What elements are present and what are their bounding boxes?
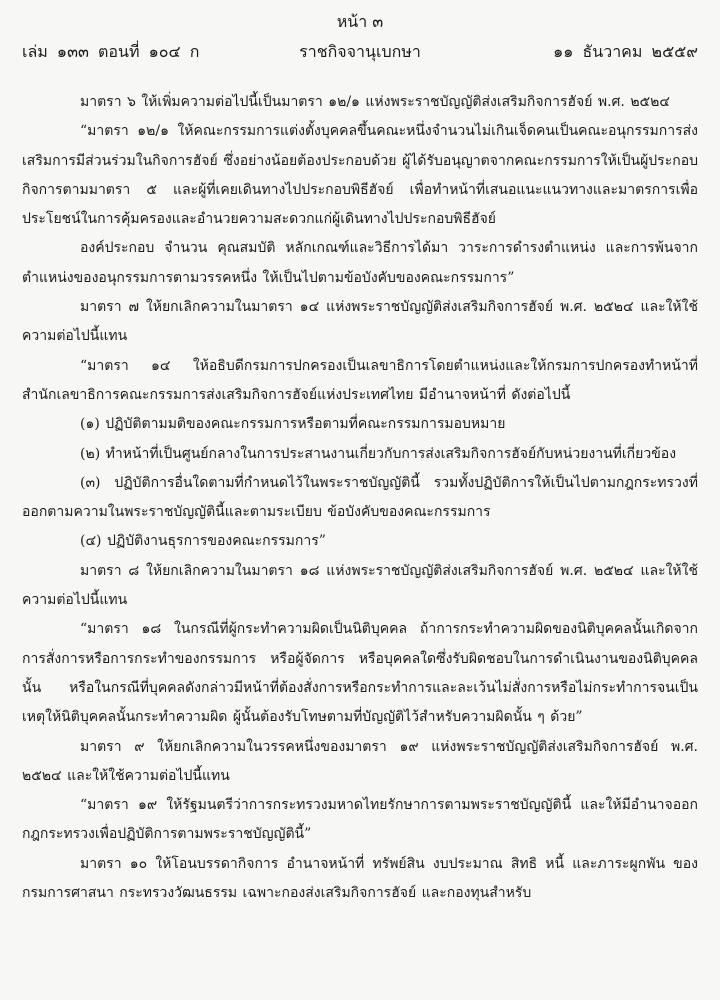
paragraph-section-12-1-second: องค์ประกอบ จำนวน คุณสมบัติ หลักเกณฑ์และวิธีการได้มา วาระการดำรงตำแหน่ง และการพ้นจากตำแหน่งของอนุกรรมการตามวรรคหนึ่ง ให้เป็นไปตามข้อบังคับของคณะกรรมการ” (22, 240, 698, 286)
paragraph-section-10: มาตรา ๑๐ ให้โอนบรรดากิจการ อำนาจหน้าที่ ทรัพย์สิน งบประมาณ สิทธิ หนี้ และภาระผูกพัน ของกรมการศาสนา กระทรวงวัฒนธรรม เฉพาะกองส่งเสริมกิจการฮัจย์ และกองทุนสำหรับ (22, 855, 699, 902)
paragraph-section-14: “มาตรา ๑๔ ให้อธิบดีกรมการปกครองเป็นเลขาธิการโดยตำแหน่งและให้กรมการปกครองทำหน้าที่สำนักเลขาธิการคณะกรรมการส่งเสริมกิจการฮัจย์แห่งประเทศไทย มีอำนาจหน้าที่ ดังต่อไปนี้ (22, 357, 698, 403)
paragraph-item-3: (๓) ปฏิบัติการอื่นใดตามที่กำหนดไว้ในพระราชบัญญัตินี้ รวมทั้งปฏิบัติการให้เป็นไปตามกฎกระทรวงที่ออกตามความในพระราชบัญญัตินี้และตามระเบียบ ข้อบังคับของคณะกรรมการ (22, 474, 698, 521)
paragraph-item-4: (๔) ปฏิบัติงานธุรการของคณะกรรมการ” (80, 533, 326, 550)
paragraph-section-9: มาตรา ๙ ให้ยกเลิกความในวรรคหนึ่งของมาตรา ๑๙ แห่งพระราชบัญญัติส่งเสริมกิจการฮัจย์ พ.ศ. ๒๕๒๔ และให้ใช้ความต่อไปนี้แทน (22, 738, 698, 784)
page-header (0, 0, 720, 70)
header-row (22, 40, 698, 64)
paragraph-item-2: (๒) ทำหน้าที่เป็นศูนย์กลางในการประสานงานเกี่ยวกับการส่งเสริมกิจการฮัจย์กับหน่วยงานที่เกี่ยวข้อง (80, 445, 677, 462)
paragraph-section-7: มาตรา ๗ ให้ยกเลิกความในมาตรา ๑๔ แห่งพระราชบัญญัติส่งเสริมกิจการฮัจย์ พ.ศ. ๒๕๒๔ และให้ใช้ความต่อไปนี้แทน (22, 299, 698, 345)
publication-date: ๑๑ ธันวาคม ๒๕๕๙ (553, 42, 698, 61)
volume-issue: เล่ม ๑๓๓ ตอนที่ ๑๐๔ ก (22, 42, 200, 61)
paragraph-section-8: มาตรา ๘ ให้ยกเลิกความในมาตรา ๑๘ แห่งพระราชบัญญัติส่งเสริมกิจการฮัจย์ พ.ศ. ๒๕๒๔ และให้ใช้ความต่อไปนี้แทน (22, 562, 698, 609)
paragraph-section-6: มาตรา ๖ ให้เพิ่มความต่อไปนี้เป็นมาตรา ๑๒/๑ แห่งพระราชบัญญัติส่งเสริมกิจการฮัจย์ พ.ศ. ๒๕๒๔ (80, 94, 670, 110)
document-body (22, 88, 698, 908)
paragraph-section-12-1: “มาตรา ๑๒/๑ ให้คณะกรรมการแต่งตั้งบุคคลขึ้นคณะหนึ่งจำนวนไม่เกินเจ็ดคนเป็นคณะอนุกรรมการส่งเสริมการมีส่วนร่วมในกิจการฮัจย์ ซึ่งอย่างน้อยต้องประกอบด้วย ผู้ได้รับอนุญาตจากคณะกรรมการให้เป็นผู้ประกอบกิจการตามมาตรา ๕ และผู้ที่เคยเดินทางไปประกอบพิธีฮัจย์ เพื่อทำหน้าที่เสนอแนะแนวทางและมาตรการเพื่อประโยชน์ในการคุ้มครองและอำนวยความสะดวกแก่ผู้เดินทางไปประกอบพิธีฮัจย์ (22, 123, 698, 228)
paragraph-item-1: (๑) ปฏิบัติตามมติของคณะกรรมการหรือตามที่คณะกรรมการมอบหมาย (80, 416, 506, 433)
paragraph-section-19: “มาตรา ๑๙ ให้รัฐมนตรีว่าการกระทรวงมหาดไทยรักษาการตามพระราชบัญญัตินี้ และให้มีอำนาจออกกฎกระทรวงเพื่อปฏิบัติการตามพระราชบัญญัตินี้” (22, 797, 698, 843)
paragraph-section-18: “มาตรา ๑๘ ในกรณีที่ผู้กระทำความผิดเป็นนิติบุคคล ถ้าการกระทำความผิดของนิติบุคคลนั้นเกิดจากการสั่งการหรือการกระทำของกรรมการ หรือผู้จัดการ หรือบุคคลใดซึ่งรับผิดชอบในการดำเนินงานของนิติบุคคลนั้น หรือในกรณีที่บุคคลดังกล่าวมีหน้าที่ต้องสั่งการหรือกระทำการและละเว้นไม่สั่งการหรือไม่กระทำการจนเป็นเหตุให้นิติบุคคลนั้นกระทำความผิด ผู้นั้นต้องรับโทษตามที่บัญญัติไว้สำหรับความผิดนั้น ๆ ด้วย” (22, 621, 698, 726)
publication-name: ราชกิจจานุเบกษา (299, 42, 421, 61)
page-number: หน้า ๓ (336, 12, 384, 31)
